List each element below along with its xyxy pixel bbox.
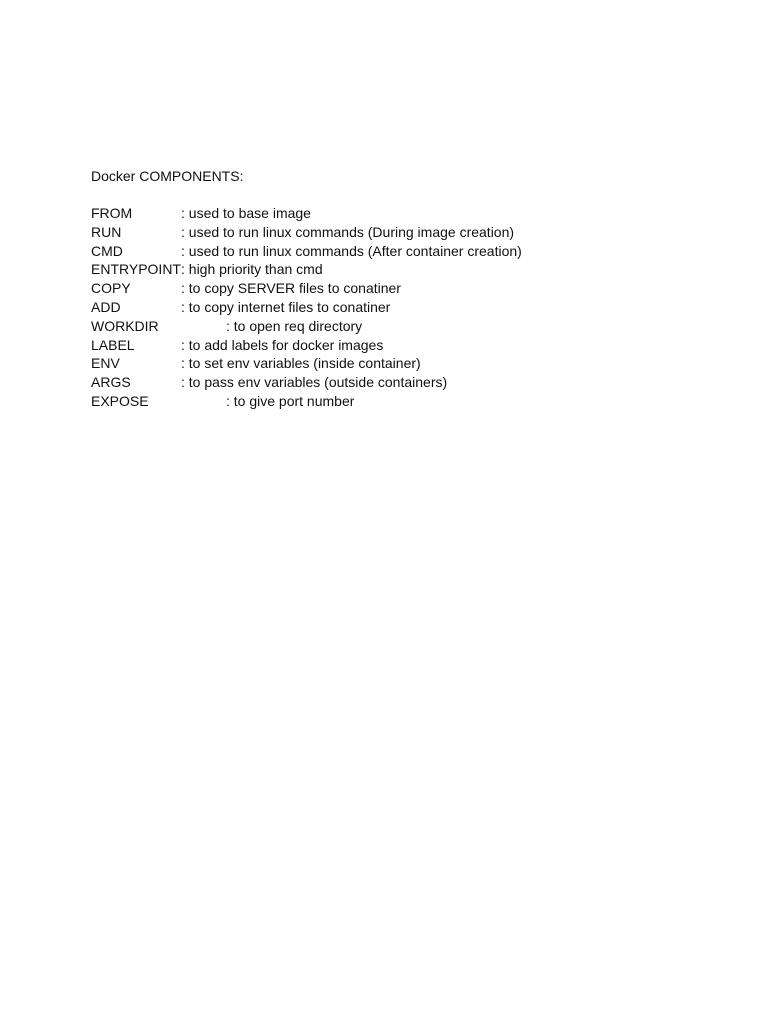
entry-description: : to set env variables (inside container) [181,355,421,372]
entry-keyword: ENTRYPOINT [91,261,181,278]
entry-description: : used to run linux commands (After container creation) [181,242,522,259]
entry-keyword: ENV [91,355,120,372]
entry-keyword: COPY [91,280,131,297]
entry-description: : to copy internet files to conatiner [181,298,391,315]
entry-keyword: RUN [91,223,122,240]
entry-description: : high priority than cmd [181,261,323,278]
entry-description: : used to run linux commands (During image creation) [181,223,515,240]
entry-description: : to pass env variables (outside containers) [181,374,448,391]
entry-keyword: CMD [91,242,123,259]
entry-keyword: LABEL [91,336,135,353]
document-title: Docker COMPONENTS: [91,168,244,184]
entry-keyword: EXPOSE [91,392,149,409]
entry-keyword: WORKDIR [91,317,159,334]
entry-description: : used to base image [181,205,311,221]
entry-keyword: ADD [91,298,121,315]
entry-description: : to open req directory [226,317,363,334]
entry-description: : to add labels for docker images [181,336,384,353]
entry-keyword: FROM [91,205,133,221]
entry-description: : to copy SERVER files to conatiner [181,280,401,297]
entry-keyword: ARGS [91,374,131,391]
entry-description: : to give port number [226,392,355,409]
